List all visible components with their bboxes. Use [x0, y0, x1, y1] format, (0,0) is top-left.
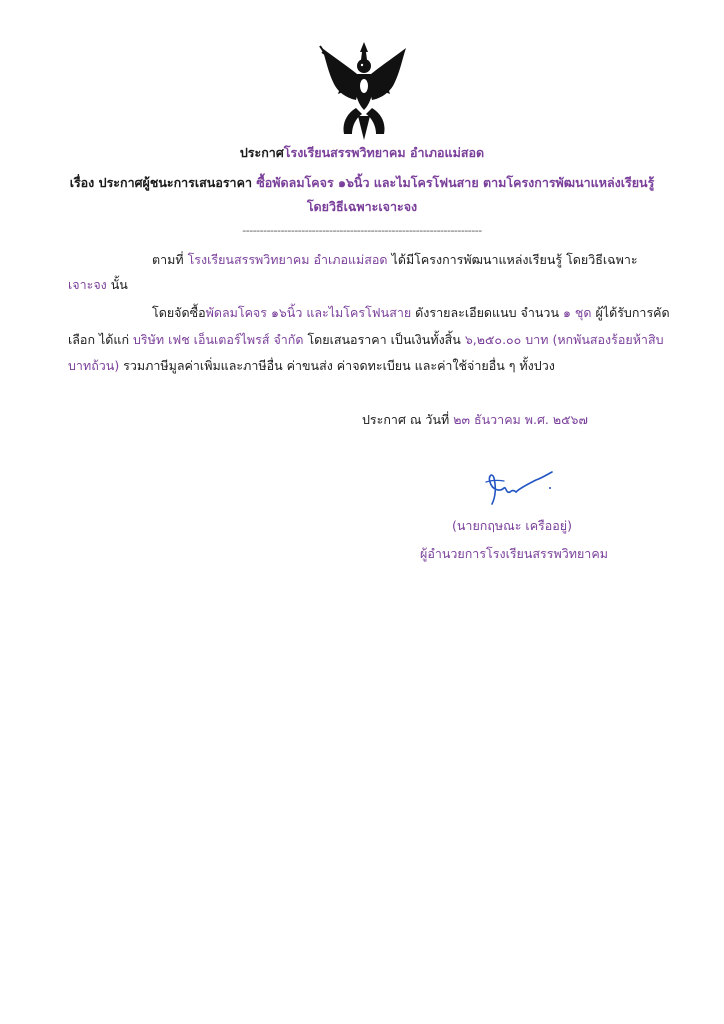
- paragraph-1-line-1: [152, 251, 638, 269]
- paragraph-2-line-3: [68, 357, 555, 375]
- handwritten-signature: [478, 468, 558, 508]
- p2-prefix: โดยจัดซื้อ: [152, 305, 206, 320]
- p2-item: พัดลมโคจร ๑๖นิ้ว และไมโครโฟนสาย: [205, 305, 412, 320]
- p2-line2-b: โดยเสนอราคา เป็นเงินทั้งสิ้น: [303, 332, 465, 347]
- signer-name: [452, 517, 572, 535]
- announcement-title: [0, 144, 724, 162]
- separator-line: ---------------------------------------------------------------------: [242, 224, 482, 237]
- title-prefix: ประกาศ: [239, 145, 284, 160]
- school-name: โรงเรียนสรรพวิทยาคม อำเภอแม่สอด: [283, 145, 485, 160]
- subject-method: โดยวิธีเฉพาะเจาะจง: [306, 199, 418, 214]
- p2-mid: ดังรายละเอียดแนบ จำนวน: [411, 305, 563, 320]
- p2-line2-a: เลือก ได้แก่: [68, 332, 133, 347]
- announcement-date: [362, 411, 588, 429]
- p2-amount-words: (หกพันสองร้อยห้าสิบ: [548, 332, 664, 347]
- p1-prefix: ตามที่: [152, 252, 188, 267]
- p2-line3-rest: รวมภาษีมูลค่าเพิ่มและภาษีอื่น ค่าขนส่ง ค่าจดทะเบียน และค่าใช้จ่ายอื่น ๆ ทั้งปวง: [119, 358, 555, 373]
- signer-name-text: (นายกฤษณะ เครืออยู่): [452, 518, 572, 533]
- paragraph-1-line-2: [68, 276, 128, 294]
- p2-amount: ๖,๒๕๐.๐๐ บาท: [464, 332, 549, 347]
- p2-company: บริษัท เฟช เอ็นเตอร์ไพรส์ จำกัด: [132, 332, 304, 347]
- p1-mid: ได้มีโครงการพัฒนาแหล่งเรียนรู้ โดยวิธีเฉพาะ: [387, 252, 638, 267]
- subject-label: เรื่อง ประกาศผู้ชนะการเสนอราคา: [69, 175, 257, 190]
- signer-title: ผู้อำนวยการโรงเรียนสรรพวิทยาคม: [420, 546, 608, 561]
- date-label: ประกาศ ณ วันที่: [362, 412, 454, 427]
- p2-qty: ๑ ชุด: [562, 305, 592, 320]
- p2-end: ผู้ได้รับการคัด: [591, 305, 670, 320]
- paragraph-2-line-1: [152, 304, 670, 322]
- paragraph-2-line-2: [68, 331, 664, 349]
- date-value: ๒๓ ธันวาคม พ.ศ. ๒๕๖๗: [453, 412, 588, 427]
- garuda-emblem-icon: [316, 38, 412, 142]
- subject-line: [0, 174, 724, 192]
- p2-line3-hl: บาทถ้วน): [68, 358, 120, 373]
- subject-item: ซื้อพัดลมโคจร ๑๖นิ้ว และไมโครโฟนสาย ตามโครงการพัฒนาแหล่งเรียนรู้: [256, 175, 655, 190]
- p1-line2-hl: เจาะจง: [68, 277, 107, 292]
- p1-line2-rest: นั้น: [106, 277, 128, 292]
- p1-school: โรงเรียนสรรพวิทยาคม อำเภอแม่สอด: [187, 252, 388, 267]
